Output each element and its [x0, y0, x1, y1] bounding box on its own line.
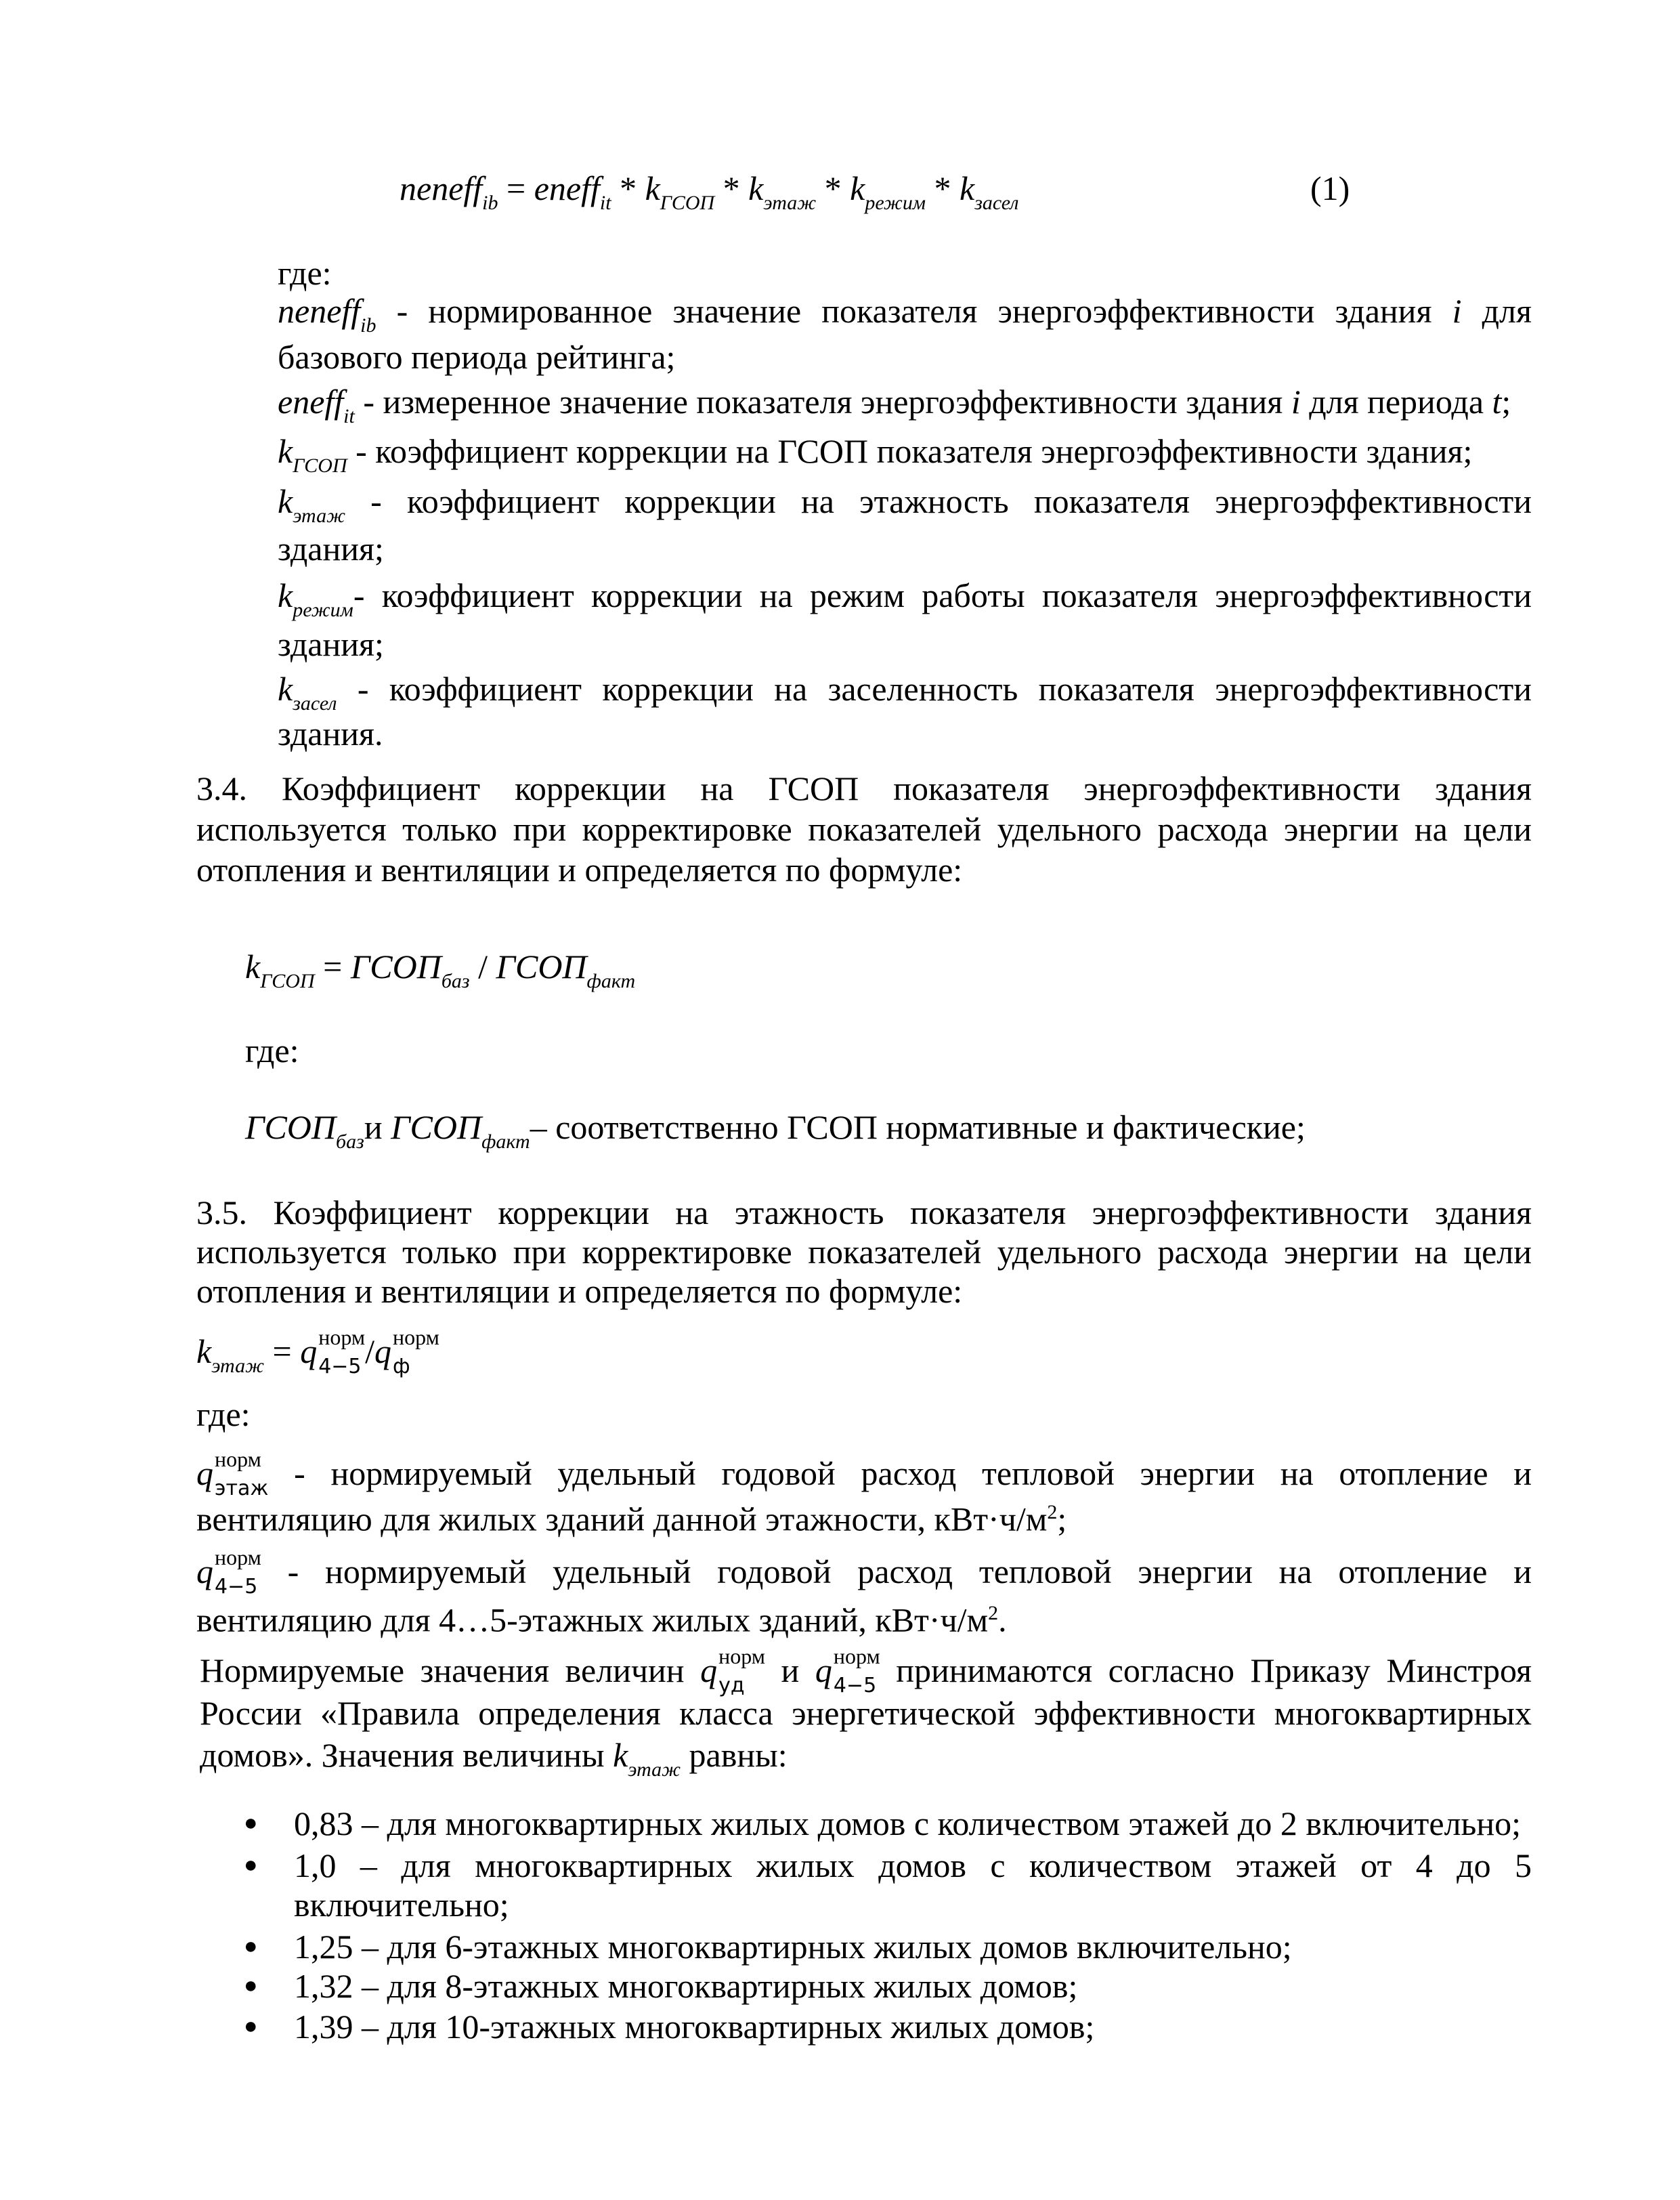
definition-text: - измеренное значение показателя энергоэффективности здания — [354, 383, 1291, 421]
subscript: 4−5 — [318, 1354, 362, 1378]
q-4-5-definition — [196, 1544, 1532, 1599]
symbol: k — [613, 1736, 628, 1774]
formula-term: q — [300, 1332, 318, 1370]
definition-text: – соответственно ГСОП нормативные и фактические; — [530, 1108, 1306, 1146]
definition-k-zasel — [278, 667, 1532, 715]
paragraph-text: домов». Значения величины — [200, 1736, 613, 1774]
symbol: ГСОП — [391, 1108, 482, 1146]
definition-eneff — [278, 380, 1511, 427]
formula-subscript: it — [599, 192, 611, 214]
paragraph-3-5-line: используется только при корректировке показателей удельного расхода энергии на цели — [196, 1233, 1532, 1271]
superscript: норм — [392, 1324, 439, 1349]
where-label: где: — [278, 254, 332, 292]
formula-term: k — [748, 169, 764, 207]
definition-text: - коэффициент коррекции на этажность показателя энергоэффективности — [345, 482, 1532, 520]
paragraph-3-5-line: 3.5. Коэффициент коррекции на этажность показателя энергоэффективности здания — [196, 1193, 1532, 1231]
q-etazh-definition — [196, 1446, 1532, 1500]
subscript: ГСОП — [293, 454, 347, 477]
formula-operator: / — [469, 948, 496, 986]
formula-subscript: факт — [586, 970, 636, 992]
definition-k-gsop — [278, 429, 1473, 477]
subscript: уд — [718, 1673, 745, 1697]
subscript: этаж — [293, 505, 345, 527]
symbol: k — [278, 432, 293, 470]
formula-1 — [400, 167, 1019, 214]
formula-term: neneff — [400, 169, 483, 207]
symbol: neneff — [278, 292, 361, 330]
symbol: ГСОП — [245, 1108, 337, 1146]
formula-term: k — [850, 169, 865, 207]
definition-neneff — [278, 289, 1532, 337]
list-item: 1,25 – для 6-этажных многоквартирных жилых домов включительно; — [294, 1928, 1292, 1966]
superscript: норм — [833, 1643, 880, 1668]
bullet-icon: ● — [244, 1811, 258, 1836]
subscript: it — [343, 405, 355, 427]
formula-k-etazh — [196, 1324, 439, 1378]
formula-subscript: этаж — [763, 192, 817, 214]
symbol: q — [815, 1651, 832, 1689]
formula-subscript: режим — [865, 192, 926, 214]
superscript: норм — [718, 1643, 765, 1668]
symbol: k — [278, 576, 293, 614]
definition-text — [196, 1491, 1067, 1538]
paragraph-text: принимаются согласно Приказу Минстроя — [880, 1651, 1532, 1689]
definition-text: вентиляцию для жилых зданий данной этажности, кВт·ч/м — [196, 1500, 1048, 1538]
subscript: факт — [481, 1130, 530, 1153]
definition-text: - коэффициент коррекции на режим работы показателя энергоэффективности — [353, 576, 1532, 614]
symbol: k — [278, 670, 293, 708]
bullet-icon: ● — [244, 2014, 258, 2039]
symbol: eneff — [278, 383, 344, 421]
formula-operator: = — [314, 948, 351, 986]
paragraph-text: равны: — [681, 1736, 788, 1774]
norm-paragraph-line: России «Правила определения класса энергетической эффективности многоквартирных — [200, 1694, 1532, 1732]
definition-text: здания; — [278, 530, 384, 568]
paragraph-text: и — [765, 1651, 815, 1689]
formula-term: k — [196, 1332, 212, 1370]
subscript: этаж — [215, 1476, 269, 1500]
paragraph-3-4-line: используется только при корректировке показателей удельного расхода энергии на цели — [196, 810, 1532, 848]
bullet-icon: ● — [244, 1973, 258, 1998]
paragraph-3-5-line: отопления и вентиляции и определяется по формуле: — [196, 1272, 963, 1310]
formula-subscript: баз — [441, 970, 470, 992]
definition-text: - нормированное значение показателя энергоэффективности здания — [376, 292, 1452, 330]
subscript: ф — [392, 1354, 410, 1378]
definition-text — [196, 1592, 1007, 1639]
definition-text: - нормируемый удельный годовой расход тепловой энергии на отопление и — [268, 1454, 1532, 1492]
subscript: баз — [336, 1130, 364, 1153]
formula-term: ГСОП — [496, 948, 587, 986]
formula-operator: * — [925, 169, 960, 207]
definition-k-rezhim — [278, 574, 1532, 621]
formula-term: q — [374, 1332, 391, 1370]
formula-term: ГСОП — [350, 948, 441, 986]
list-item-continuation: включительно; — [294, 1886, 509, 1924]
exponent: 2 — [1047, 1501, 1058, 1523]
formula-subscript: ГСОП — [660, 192, 715, 214]
bullet-icon: ● — [244, 1853, 258, 1878]
definition-text: - коэффициент коррекции на ГСОП показателя энергоэффективности здания; — [347, 432, 1473, 470]
definition-text: - нормируемый удельный годовой расход тепловой энергии на отопление и — [261, 1552, 1532, 1590]
formula-operator: = — [263, 1332, 301, 1370]
definition-text: вентиляцию для 4…5-этажных жилых зданий, кВт·ч/м — [196, 1601, 989, 1639]
definition-text: для — [1461, 292, 1532, 330]
formula-operator: * — [611, 169, 645, 207]
definition-k-etazh — [278, 480, 1532, 527]
subscript: ib — [360, 314, 376, 337]
formula-subscript: засел — [974, 192, 1019, 214]
formula-subscript: этаж — [211, 1355, 264, 1377]
formula-term: k — [959, 169, 975, 207]
paragraph-text: Нормируемые значения величин — [200, 1651, 701, 1689]
formula-operator: = — [498, 169, 534, 207]
definition-text: ; — [1501, 383, 1511, 421]
formula-subscript: ib — [482, 192, 498, 214]
formula-term: k — [645, 169, 660, 207]
subscript: засел — [293, 692, 337, 715]
bullet-icon: ● — [244, 1934, 258, 1959]
norm-paragraph-line — [200, 1643, 1532, 1697]
definition-text: здания; — [278, 625, 384, 663]
formula-number: (1) — [1310, 169, 1350, 207]
subscript: 4−5 — [215, 1574, 258, 1599]
symbol: q — [196, 1454, 213, 1492]
list-item: 0,83 – для многоквартирных жилых домов с количеством этажей до 2 включительно; — [294, 1804, 1521, 1842]
superscript: норм — [215, 1446, 261, 1471]
subscript: режим — [293, 599, 353, 621]
punctuation: . — [998, 1601, 1007, 1639]
symbol: k — [278, 482, 293, 520]
variable: i — [1452, 292, 1462, 330]
variable: i — [1291, 383, 1301, 421]
formula-k-gsop — [245, 945, 636, 992]
exponent: 2 — [988, 1602, 999, 1624]
gsop-definition — [245, 1105, 1306, 1153]
definition-text: для периода — [1300, 383, 1492, 421]
superscript: норм — [318, 1324, 366, 1349]
list-item: 1,39 – для 10-этажных многоквартирных жилых домов; — [294, 2008, 1095, 2046]
symbol: q — [196, 1552, 213, 1590]
formula-operator: * — [714, 169, 749, 207]
punctuation: ; — [1057, 1500, 1067, 1538]
paragraph-3-4-line: 3.4. Коэффициент коррекции на ГСОП показателя энергоэффективности здания — [196, 769, 1532, 807]
list-item: 1,0 – для многоквартирных жилых домов с количеством этажей от 4 до 5 — [294, 1846, 1532, 1884]
formula-subscript: ГСОП — [260, 970, 315, 992]
formula-operator: * — [816, 169, 850, 207]
variable: t — [1492, 383, 1502, 421]
symbol: q — [700, 1651, 718, 1689]
subscript: этаж — [628, 1758, 681, 1781]
definition-text: - коэффициент коррекции на заселенность показателя энергоэффективности — [337, 670, 1532, 708]
definition-text: и — [364, 1108, 391, 1146]
paragraph-3-4-line: отопления и вентиляции и определяется по формуле: — [196, 851, 963, 889]
where-label: где: — [245, 1032, 299, 1070]
subscript: 4−5 — [833, 1673, 877, 1697]
formula-term: eneff — [534, 169, 600, 207]
norm-paragraph-line — [200, 1733, 788, 1781]
formula-operator: / — [365, 1332, 374, 1370]
formula-term: k — [245, 948, 261, 986]
definition-text: базового периода рейтинга; — [278, 338, 676, 376]
definition-text: здания. — [278, 715, 383, 753]
list-item: 1,32 – для 8-этажных многоквартирных жилых домов; — [294, 1967, 1078, 2005]
where-label: где: — [196, 1395, 251, 1433]
superscript: норм — [215, 1544, 261, 1569]
